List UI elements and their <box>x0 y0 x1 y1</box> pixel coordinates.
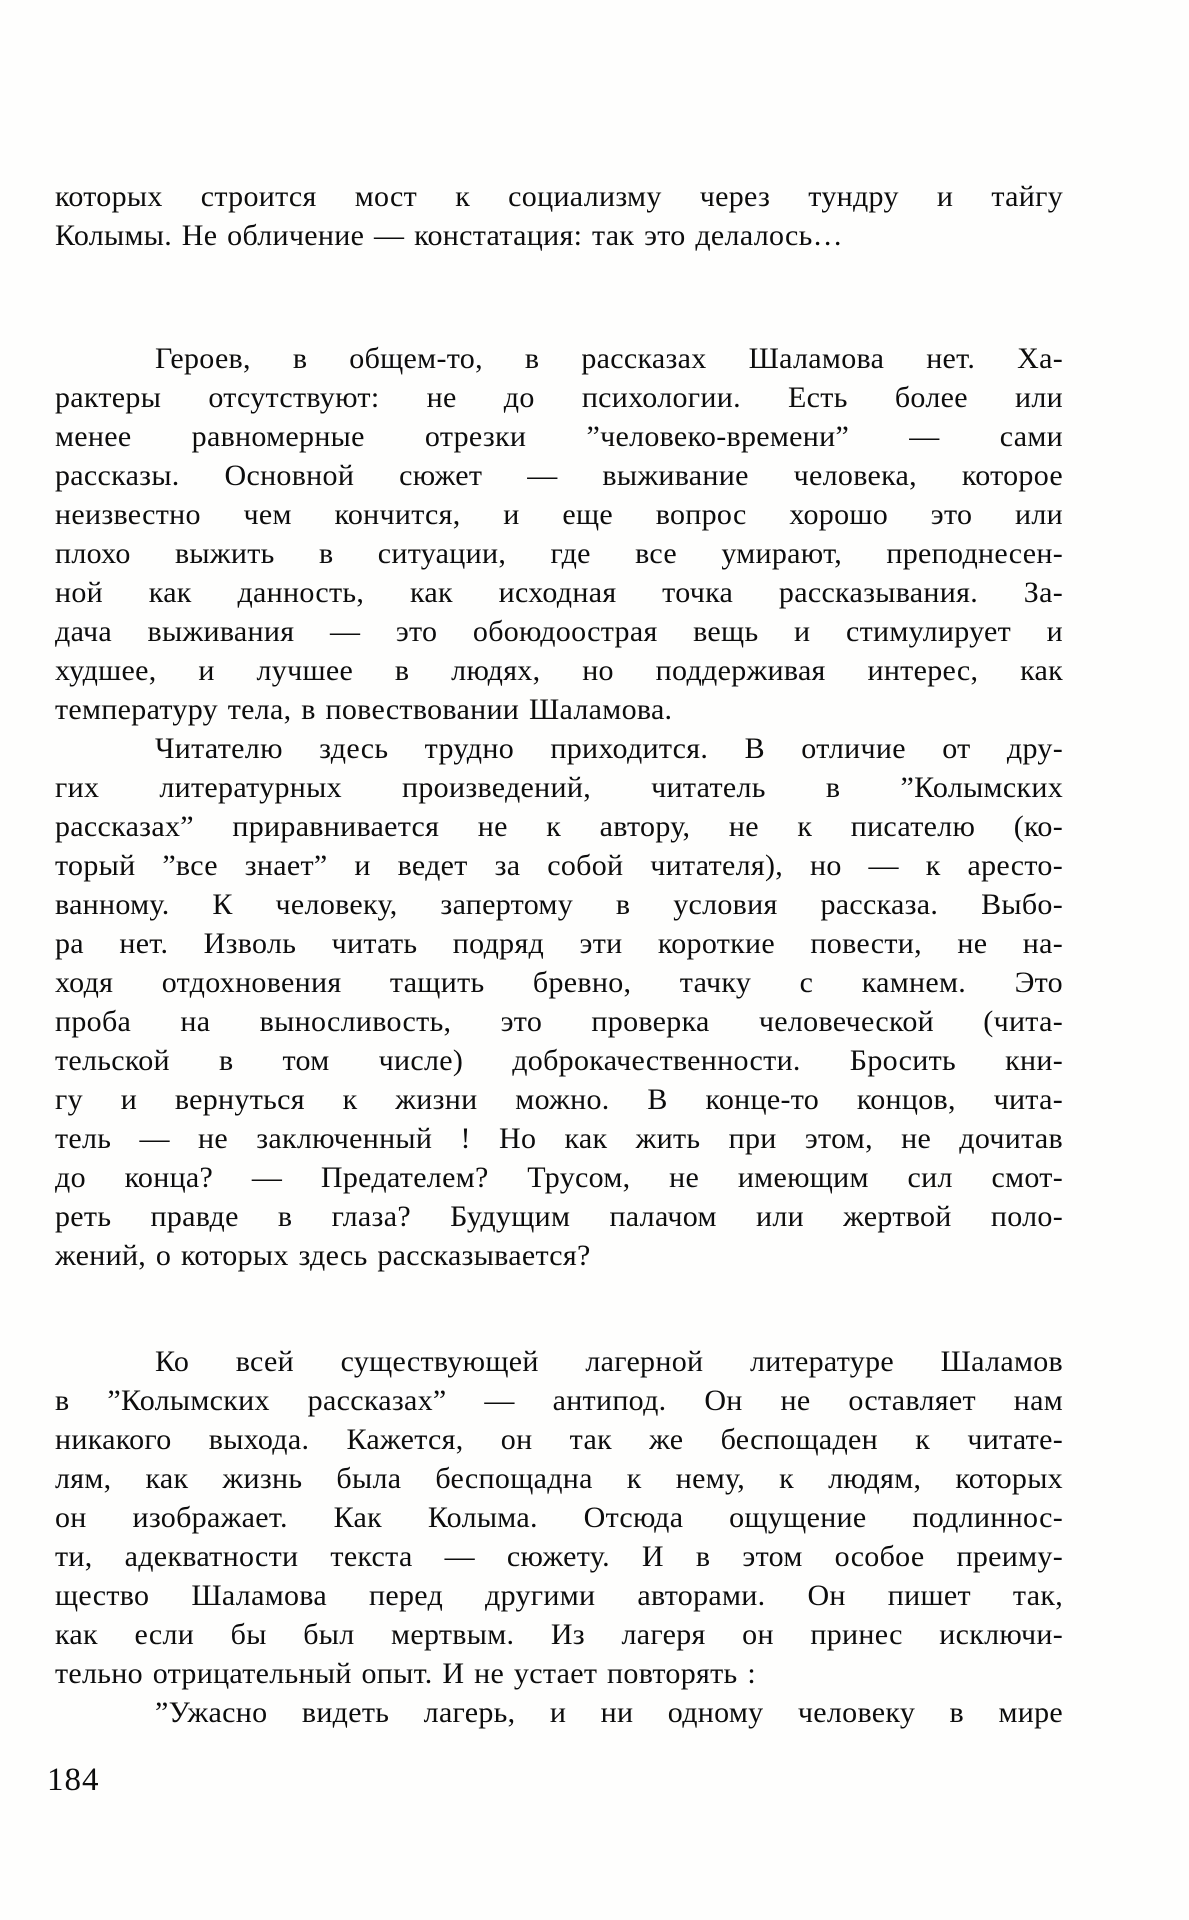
text-line: щество Шаламова перед другими авторами. Он пишет так, <box>55 1579 1063 1612</box>
paragraph <box>55 729 1063 1275</box>
text-column <box>55 177 1063 1732</box>
text-line: проба на выносливость, это проверка человеческой (чита- <box>55 1005 1063 1038</box>
text-line: рассказах” приравнивается не к автору, не к писателю (ко- <box>55 810 1063 843</box>
text-line: худшее, и лучшее в людях, но поддерживая интерес, как <box>55 654 1063 687</box>
text-line: торый ”все знает” и ведет за собой читателя), но — к аресто- <box>55 849 1063 882</box>
text-line: Колымы. Не обличение — констатация: так это делалось… <box>55 219 843 252</box>
text-line: гу и вернуться к жизни можно. В конце-то концов, чита- <box>55 1083 1063 1116</box>
text-line: которых строится мост к социализму через тундру и тайгу <box>55 180 1063 213</box>
text-line: он изображает. Как Колыма. Отсюда ощущение подлиннос- <box>55 1501 1063 1534</box>
text-line: ти, адекватности текста — сюжету. И в этом особое преиму- <box>55 1540 1063 1573</box>
text-line: менее равномерные отрезки ”человеко-времени” — сами <box>55 420 1063 453</box>
text-line: дача выживания — это обоюдоострая вещь и стимулирует и <box>55 615 1063 648</box>
text-line: никакого выхода. Кажется, он так же беспощаден к читате- <box>55 1423 1063 1456</box>
text-line: тель — не заключенный ! Но как жить при этом, не дочитав <box>55 1122 1063 1155</box>
text-line: ной как данность, как исходная точка рассказывания. За- <box>55 576 1063 609</box>
text-line: Героев, в общем-то, в рассказах Шаламова нет. Ха- <box>155 342 1063 375</box>
text-line: жений, о которых здесь рассказывается? <box>55 1239 591 1272</box>
text-line: Ко всей существующей лагерной литературе Шаламов <box>155 1345 1063 1378</box>
text-line: ”Ужасно видеть лагерь, и ни одному человеку в мире <box>155 1696 1063 1729</box>
text-line: температуру тела, в повествовании Шаламова. <box>55 693 673 726</box>
text-line: в ”Колымских рассказах” — антипод. Он не оставляет нам <box>55 1384 1063 1417</box>
text-line: как если бы был мертвым. Из лагеря он принес исключи- <box>55 1618 1063 1651</box>
text-line: реть правде в глаза? Будущим палачом или жертвой поло- <box>55 1200 1063 1233</box>
paragraph <box>55 1693 1063 1732</box>
text-line: лям, как жизнь была беспощадна к нему, к людям, которых <box>55 1462 1063 1495</box>
paragraph <box>55 177 1063 255</box>
paragraph <box>55 339 1063 729</box>
text-line: рассказы. Основной сюжет — выживание человека, которое <box>55 459 1063 492</box>
paragraph <box>55 1342 1063 1693</box>
text-line: рактеры отсутствуют: не до психологии. Есть более или <box>55 381 1063 414</box>
page-number: 184 <box>47 1762 100 1798</box>
text-line: ванному. К человеку, запертому в условия рассказа. Выбо- <box>55 888 1063 921</box>
text-line: неизвестно чем кончится, и еще вопрос хорошо это или <box>55 498 1063 531</box>
text-line: ходя отдохновения тащить бревно, тачку с камнем. Это <box>55 966 1063 999</box>
text-line: гих литературных произведений, читатель в ”Колымских <box>55 771 1063 804</box>
text-line: до конца? — Предателем? Трусом, не имеющим сил смот- <box>55 1161 1063 1194</box>
text-line: тельно отрицательный опыт. И не устает повторять : <box>55 1657 756 1690</box>
text-line: ра нет. Изволь читать подряд эти короткие повести, не на- <box>55 927 1063 960</box>
text-line: Читателю здесь трудно приходится. В отличие от дру- <box>155 732 1063 765</box>
text-line: плохо выжить в ситуации, где все умирают, преподнесен- <box>55 537 1063 570</box>
text-line: тельской в том числе) доброкачественности. Бросить кни- <box>55 1044 1063 1077</box>
